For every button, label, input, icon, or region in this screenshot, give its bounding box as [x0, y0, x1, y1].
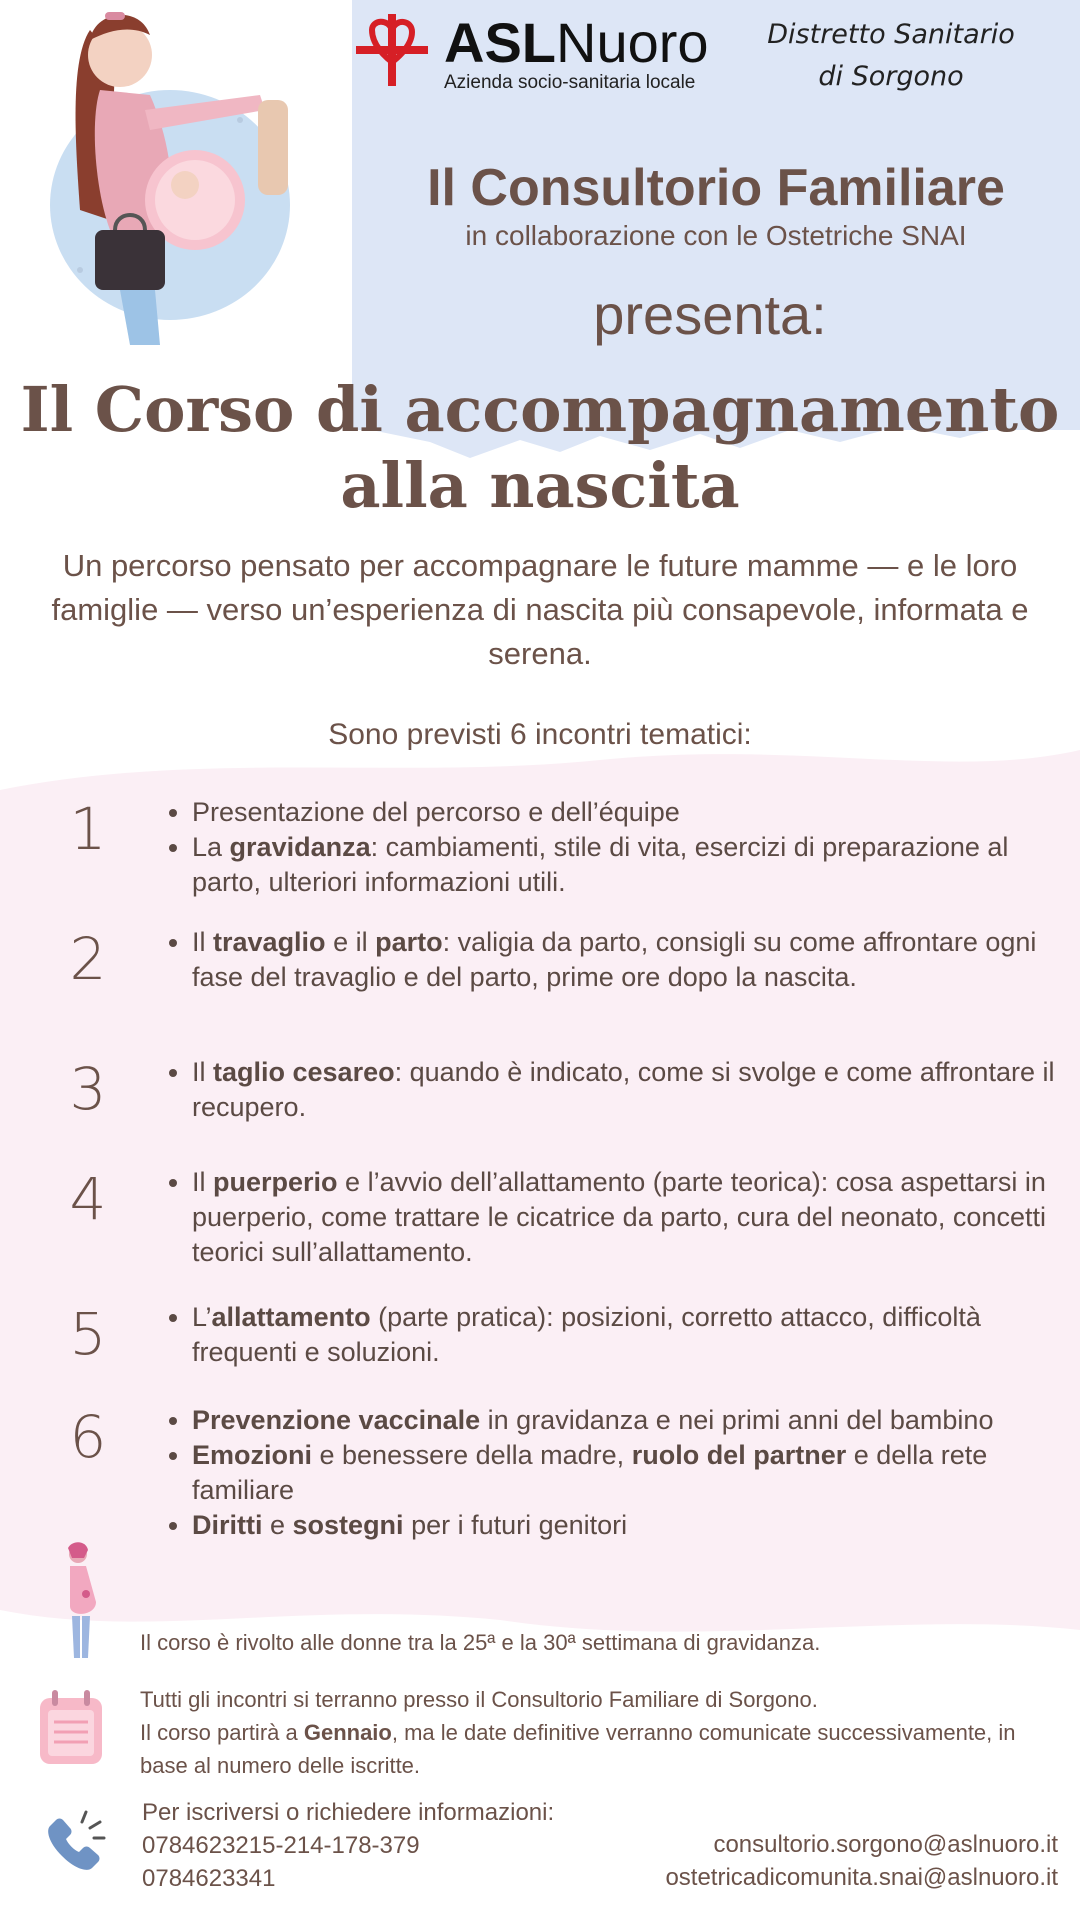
contact-emails [665, 1828, 1058, 1894]
location-line: Tutti gli incontri si terranno presso il Consultorio Familiare di Sorgono. [140, 1687, 818, 1712]
session-topic: • Emozioni e benessere della madre, ruolo del partner e della rete familiare [192, 1438, 1080, 1508]
contact-phones [142, 1796, 554, 1895]
logo-cross-icon [352, 10, 432, 90]
session-topic: • Il puerperio e l’avvio dell’allattamento (parte teorica): cosa aspettarsi in puerperio, come trattare le cicatrice da parto, cura del neonato, concetti teorici sull’allattamento. [192, 1165, 1080, 1270]
email-2[interactable]: ostetricadicomunita.snai@aslnuoro.it [665, 1864, 1058, 1891]
session-number: 5 [69, 1300, 107, 1368]
pregnant-woman-illustration [20, 0, 350, 350]
consultorio-title: Il Consultorio Familiare [427, 159, 1005, 217]
session-topics [162, 795, 1080, 900]
session-number: 4 [69, 1165, 107, 1233]
district-line-1: Distretto Sanitario [767, 19, 1015, 50]
session-topic: • Diritti e sostegni per i futuri genitori [192, 1508, 1080, 1543]
session-topics [162, 1055, 1080, 1125]
logo-wordmark: ASLNuoro [444, 11, 709, 74]
consultorio-subtitle: in collaborazione con le Ostetriche SNAI [465, 220, 967, 251]
course-title-line-1: Il Corso di accompagnamento [20, 373, 1060, 446]
district-label [736, 14, 1046, 98]
pregnant-figure-icon [50, 1540, 110, 1670]
session-number: 3 [69, 1055, 107, 1123]
session-topic: • La gravidanza: cambiamenti, stile di vita, esercizi di preparazione al parto, ulteriori informazioni utili. [192, 830, 1080, 900]
phone-number-2[interactable]: 0784623341 [142, 1865, 276, 1892]
session-number: 2 [69, 925, 107, 993]
session-topics [162, 925, 1080, 995]
course-title [20, 372, 1060, 524]
session-topics [162, 1300, 1080, 1370]
eligibility-text: Il corso è rivolto alle donne tra la 25ª e la 30ª settimana di gravidanza. [140, 1630, 821, 1655]
session-topic: • Presentazione del percorso e dell’équipe [192, 795, 1080, 830]
location-text [140, 1683, 1040, 1782]
sessions-heading: Sono previsti 6 incontri tematici: [328, 718, 752, 751]
session-topic: • Prevenzione vaccinale in gravidanza e nei primi anni del bambino [192, 1403, 1080, 1438]
start-month: Gennaio [303, 1720, 392, 1745]
session-topics [162, 1403, 1080, 1543]
calendar-icon [36, 1688, 106, 1768]
session-topic: • Il travaglio e il parto: valigia da parto, consigli su come affrontare ogni fase del travaglio e del parto, prime ore dopo la nascita. [192, 925, 1080, 995]
logo-subtitle: Azienda socio-sanitaria locale [444, 72, 696, 93]
start-date-line: Il corso partirà a Gennaio, ma le date definitive verranno comunicate successivamente, in base al numero delle iscritte. [140, 1720, 1016, 1778]
asl-logo [352, 8, 709, 98]
contact-heading: Per iscriversi o richiedere informazioni: [142, 1799, 555, 1826]
district-line-2: di Sorgono [818, 61, 964, 92]
session-topic: • Il taglio cesareo: quando è indicato, come si svolge e come affrontare il recupero. [192, 1055, 1080, 1125]
course-description: Un percorso pensato per accompagnare le future mamme — e le loro famiglie — verso un’esperienza di nascita più consapevole, informata e serena. [51, 548, 1029, 671]
email-1[interactable]: consultorio.sorgono@aslnuoro.it [713, 1831, 1058, 1858]
session-number: 1 [69, 795, 107, 863]
course-title-line-2: alla nascita [340, 449, 740, 522]
session-topics [162, 1165, 1080, 1270]
phone-number-1[interactable]: 0784623215-214-178-379 [142, 1832, 420, 1859]
phone-icon [40, 1808, 110, 1878]
presenta-label: presenta: [593, 283, 827, 346]
session-number: 6 [69, 1403, 107, 1471]
session-topic: • L’allattamento (parte pratica): posizioni, corretto attacco, difficoltà frequenti e soluzioni. [192, 1300, 1080, 1370]
